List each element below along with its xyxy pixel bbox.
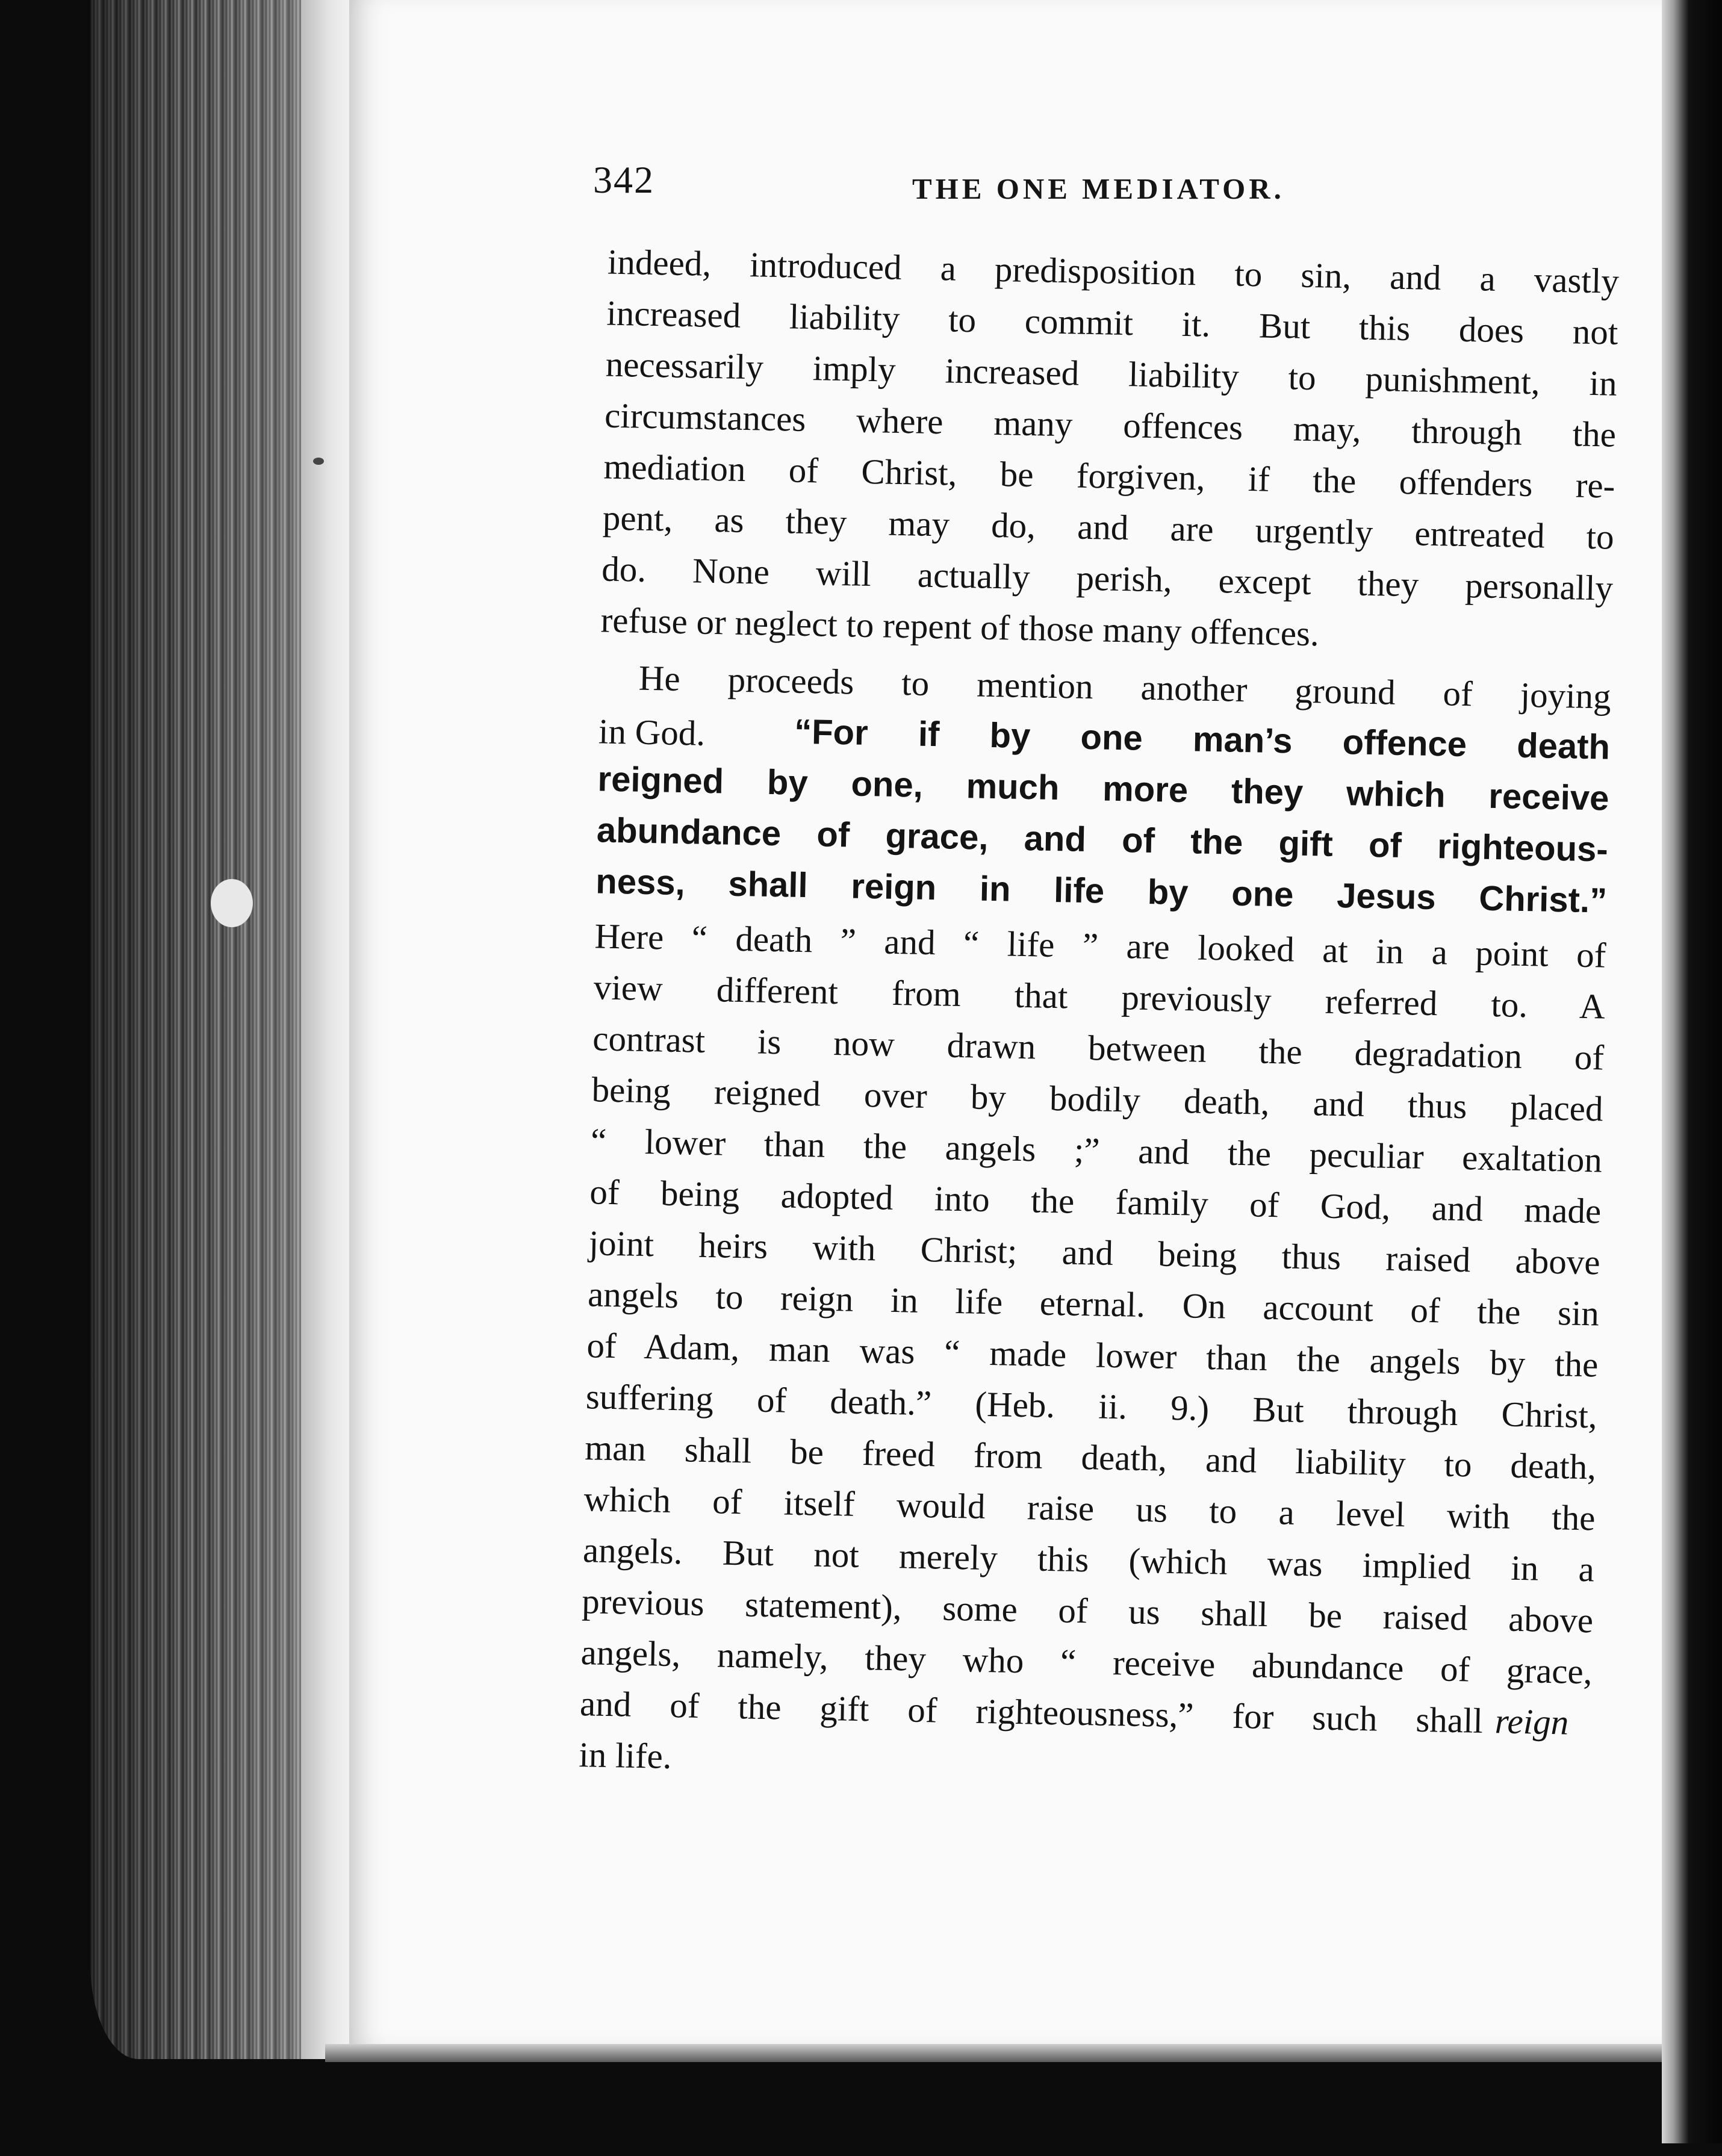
scripture-quote-line: ness, shall reign in life by one Jesus Christ.” <box>595 862 1608 921</box>
text-line: necessarily imply increased liability to punishment, in <box>605 344 1618 403</box>
text-line: view different from that previously referred to. A <box>593 967 1606 1027</box>
scripture-quote-line: abundance of grace, and of the gift of righteous- <box>596 810 1609 869</box>
text-line: joint heirs with Christ; and being thus raised above <box>588 1223 1601 1282</box>
text-line: contrast is now drawn between the degradation of <box>592 1018 1605 1078</box>
text-line: do. None will actually perish, except they personally <box>601 548 1614 608</box>
text-line: “ lower than the angels ;” and the peculiar exaltation <box>590 1120 1603 1180</box>
scripture-quote-line: “For if by one man’s offence death <box>794 712 1611 767</box>
text-line: in God. <box>598 711 706 753</box>
text-line: refuse or neglect to repent of those many offences. <box>600 600 1320 654</box>
italic-word: reign <box>1494 1701 1569 1742</box>
scripture-quote-line: reigned by one, much more they which receive <box>597 759 1609 818</box>
text-line: He proceeds to mention another ground of joying <box>638 657 1612 716</box>
text-line: pent, as they may do, and are urgently entreated to <box>602 497 1615 557</box>
text-line: angels to reign in life eternal. On account of the sin <box>587 1274 1600 1334</box>
text-line: of being adopted into the family of God, and made <box>589 1172 1602 1231</box>
text-line: and of the gift of righteousness,” for such shall <box>579 1683 1484 1741</box>
text-line: of Adam, man was “ made lower than the angels by the <box>586 1325 1599 1385</box>
text-line: angels. But not merely this (which was implied in a <box>582 1530 1595 1589</box>
text-line: in life. <box>578 1735 673 1777</box>
text-line: angels, namely, they who “ receive abundance of grace, <box>580 1632 1593 1692</box>
text-line: circumstances where many offences may, through the <box>604 395 1617 455</box>
text-line: mediation of Christ, be forgiven, if the offenders re- <box>603 446 1615 506</box>
text-line: being reigned over by bodily death, and thus placed <box>591 1069 1604 1129</box>
text-line: which of itself would raise us to a level with the <box>583 1479 1596 1538</box>
text-line: indeed, introduced a predisposition to sin, and a vastly <box>607 241 1620 301</box>
text-line: Here “ death ” and “ life ” are looked at in a point of <box>594 916 1606 975</box>
text-line: man shall be freed from death, and liability to death, <box>584 1427 1597 1487</box>
running-title: THE ONE MEDIATOR. <box>912 172 1285 205</box>
text-line: suffering of death.” (Heb. ii. 9.) But through Christ, <box>585 1376 1598 1436</box>
text-line: increased liability to commit it. But this does not <box>606 293 1618 352</box>
page-number: 342 <box>593 158 654 201</box>
text-line: previous statement), some of us shall be raised above <box>581 1581 1594 1641</box>
